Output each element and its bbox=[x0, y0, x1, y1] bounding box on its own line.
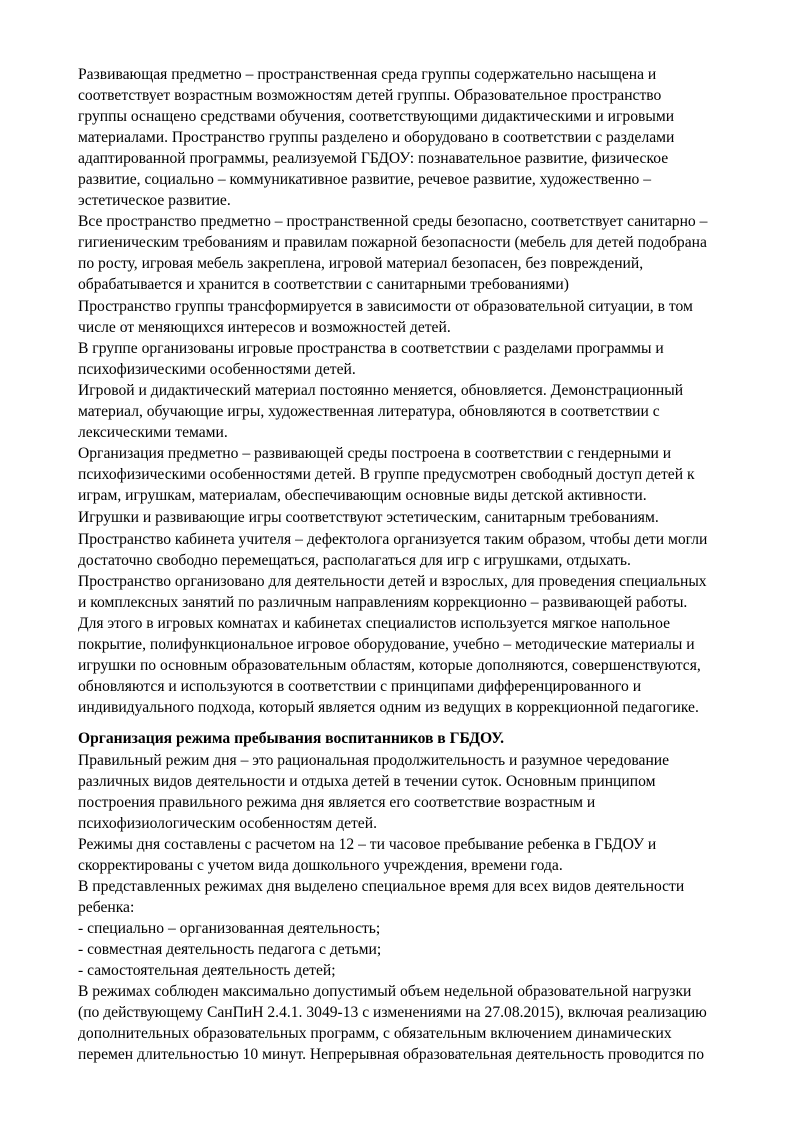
paragraph-12-hours bbox=[78, 834, 738, 876]
text-line: соответствует возрастным возможностям детей группы. Образовательное пространство bbox=[78, 87, 662, 105]
text-line: В режимах соблюден максимально допустимый объем недельной образовательной нагрузки bbox=[78, 983, 692, 1001]
paragraph-developing-environment bbox=[78, 64, 738, 211]
section-heading bbox=[78, 728, 738, 749]
text-line: (по действующему СанПиН 2.4.1. 3049-13 с изменениями на 27.08.2015), включая реализацию bbox=[78, 1004, 707, 1022]
text-line: перемен длительностью 10 минут. Непрерывная образовательная деятельность проводится по bbox=[78, 1046, 704, 1064]
text-line: по росту, игровая мебель закреплена, игровой материал безопасен, без повреждений, bbox=[78, 255, 644, 273]
paragraph-special-time bbox=[78, 876, 738, 918]
text-line: Режимы дня составлены с расчетом на 12 – ти часовое пребывание ребенка в ГБДОУ и bbox=[78, 835, 657, 853]
text-line: построения правильного режима дня является его соответствие возрастным и bbox=[78, 793, 596, 811]
text-line: Развивающая предметно – пространственная среда группы содержательно насыщена и bbox=[78, 66, 657, 83]
text-line: В группе организованы игровые пространства в соответствии с разделами программы и bbox=[78, 339, 664, 357]
list-item: - совместная деятельность педагога с детьми; bbox=[78, 940, 382, 958]
activity-list bbox=[78, 918, 738, 981]
text-line: индивидуального подхода, который является одним из ведущих в коррекционной педагогике. bbox=[78, 699, 699, 717]
text-line: В представленных режимах дня выделено специальное время для всех видов деятельности bbox=[78, 877, 685, 895]
text-line: Игрушки и развивающие игры соответствуют эстетическим, санитарным требованиям. bbox=[78, 508, 659, 526]
text-line: Пространство организовано для деятельности детей и взрослых, для проведения специальных bbox=[78, 573, 707, 591]
text-line: ребенка: bbox=[78, 898, 135, 916]
text-line: Пространство группы трансформируется в зависимости от образовательной ситуации, в том bbox=[78, 297, 693, 315]
text-line: обрабатывается и хранится в соответствии с санитарными требованиями) bbox=[78, 276, 569, 294]
paragraph-sanpin bbox=[78, 981, 738, 1065]
paragraph-transformation bbox=[78, 296, 738, 338]
text-line: Организация предметно – развивающей среды построена в соответствии с гендерными и bbox=[78, 444, 672, 462]
paragraph-gender-organization bbox=[78, 443, 738, 506]
paragraph-safety bbox=[78, 211, 738, 295]
heading-text: Организация режима пребывания воспитанников в ГБДОУ. bbox=[78, 730, 505, 748]
text-line: материалами. Пространство группы разделено и оборудовано в соответствии с разделами bbox=[78, 129, 675, 147]
text-line: психофизическими особенностями детей. В группе предусмотрен свободный доступ детей к bbox=[78, 465, 695, 483]
document-page bbox=[78, 64, 738, 1065]
text-line: эстетическое развитие. bbox=[78, 192, 231, 210]
text-line: игрушки по основным образовательным областям, которые дополняются, совершенствуются, bbox=[78, 657, 701, 675]
text-line: Игровой и дидактический материал постоянно меняется, обновляется. Демонстрационный bbox=[78, 381, 684, 399]
paragraph-toys bbox=[78, 507, 738, 528]
text-line: Все пространство предметно – пространственной среды безопасно, соответствует санитарно – bbox=[78, 213, 708, 231]
text-line: материал, обучающие игры, художественная литература, обновляются в соответствии с bbox=[78, 402, 660, 420]
text-line: психофизиологическим особенностям детей. bbox=[78, 814, 377, 832]
text-line: различных видов деятельности и отдыха детей в течении суток. Основным принципом bbox=[78, 772, 656, 790]
text-line: числе от меняющихся интересов и возможностей детей. bbox=[78, 318, 451, 336]
text-line: группы оснащено средствами обучения, соответствующими дидактическими и игровыми bbox=[78, 108, 675, 126]
paragraph-materials bbox=[78, 380, 738, 443]
paragraph-cabinet bbox=[78, 529, 738, 718]
text-line: Для этого в игровых комнатах и кабинетах специалистов используется мягкое напольное bbox=[78, 615, 670, 633]
text-line: адаптированной программы, реализуемой ГБДОУ: познавательное развитие, физическое bbox=[78, 150, 669, 168]
paragraph-daily-regime bbox=[78, 750, 738, 834]
text-line: покрытие, полифункциональное игровое оборудование, учебно – методические материалы и bbox=[78, 636, 695, 654]
text-line: Правильный режим дня – это рациональная продолжительность и разумное чередование bbox=[78, 751, 670, 769]
text-line: играм, игрушкам, материалам, обеспечивающим основные виды детской активности. bbox=[78, 486, 647, 504]
text-line: Пространство кабинета учителя – дефектолога организуется таким образом, чтобы дети могли bbox=[78, 531, 708, 549]
text-line: психофизическими особенностями детей. bbox=[78, 360, 356, 378]
text-line: гигиеническим требованиям и правилам пожарной безопасности (мебель для детей подобрана bbox=[78, 234, 707, 252]
text-line: дополнительных образовательных программ, с обязательным включением динамических bbox=[78, 1025, 672, 1043]
text-line: скорректированы с учетом вида дошкольного учреждения, времени года. bbox=[78, 856, 563, 874]
text-line: развитие, социально – коммуникативное развитие, речевое развитие, художественно – bbox=[78, 171, 652, 189]
text-line: и комплексных занятий по различным направлениям коррекционно – развивающей работы. bbox=[78, 594, 688, 612]
paragraph-play-spaces bbox=[78, 338, 738, 380]
text-line: обновляются и используются в соответствии с принципами дифференцированного и bbox=[78, 678, 642, 696]
list-item: - специально – организованная деятельность; bbox=[78, 919, 381, 937]
text-line: достаточно свободно перемещаться, располагаться для игр с игрушками, отдыхать. bbox=[78, 552, 631, 570]
text-line: лексическими темами. bbox=[78, 423, 228, 441]
list-item: - самостоятельная деятельность детей; bbox=[78, 961, 336, 979]
